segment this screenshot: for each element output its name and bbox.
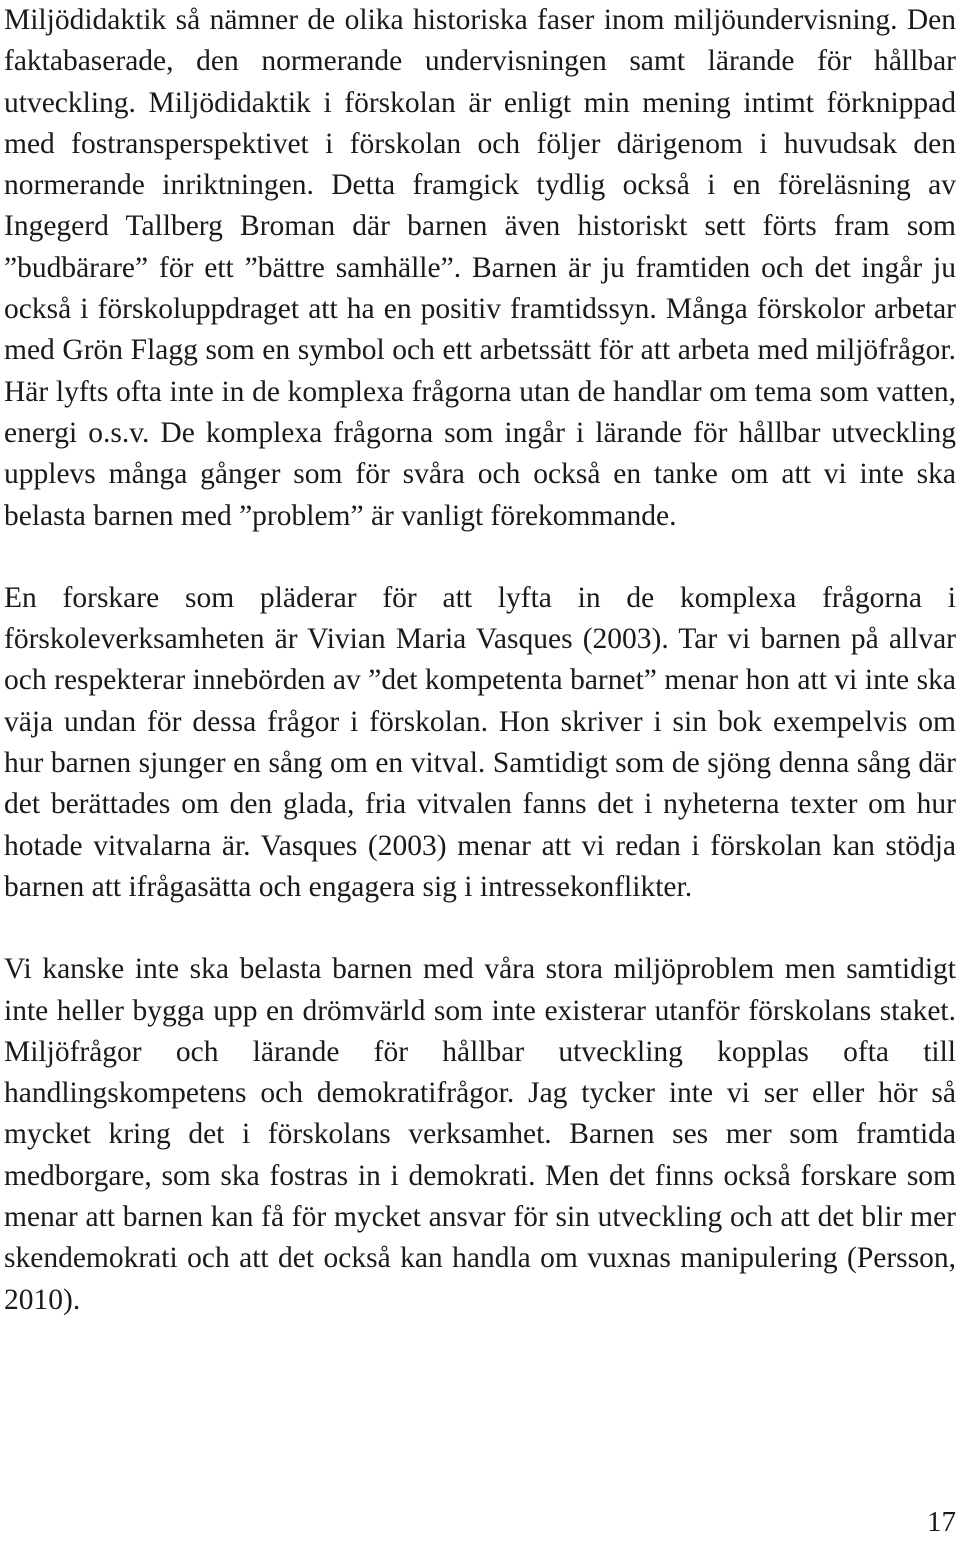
page-number: 17: [927, 1506, 956, 1538]
paragraph-3: Vi kanske inte ska belasta barnen med våra stora miljöproblem men samtidigt inte heller bygga upp en drömvärld som inte existerar utanför förskolans staket. Miljöfrågor och lärande för hållbar utveckling kopplas ofta till handlingskompetens och demokratifrågor. Jag tycker inte vi ser eller hör så mycket kring det i förskolans verksamhet. Barnen ses mer som framtida medborgare, som ska fostras in i demokrati. Men det finns också forskare som menar att barnen kan få för mycket ansvar för sin utveckling och att det blir mer skendemokrati och att det också kan handla om vuxnas manipulering (Persson, 2010).: [4, 953, 956, 1316]
paragraph-2: En forskare som pläderar för att lyfta in de komplexa frågorna i förskoleverksamheten är Vivian Maria Vasques (2003). Tar vi barnen på allvar och respekterar innebörden av ”det kompetenta barnet” menar hon att vi inte ska väja undan för dessa frågor i förskolan. Hon skriver i sin bok exempelvis om hur barnen sjunger en sång om en vitval. Samtidigt som de sjöng denna sång där det berättades om den glada, fria vitvalen fanns det i nyheterna texter om hur hotade vitvalarna är. Vasques (2003) menar att vi redan i förskolan kan stödja barnen att ifrågasätta och engagera sig i intressekonflikter.: [4, 581, 956, 903]
document-page: [4, 0, 956, 1321]
paragraph-1: Miljödidaktik så nämner de olika historiska faser inom miljöundervisning. Den faktabaserade, den normerande undervisningen samt lärande för hållbar utveckling. Miljödidaktik i förskolan är enligt min mening intimt förknippad med fostransperspektivet i förskolan och följer därigenom i huvudsak den normerande inriktningen. Detta framgick tydlig också i en föreläsning av Ingegerd Tallberg Broman där barnen även historiskt sett förts fram som ”budbärare” för ett ”bättre samhälle”. Barnen är ju framtiden och det ingår ju också i förskoluppdraget att ha en positiv framtidssyn. Många förskolor arbetar med Grön Flagg som en symbol och ett arbetssätt för att arbeta med miljöfrågor. Här lyfts ofta inte in de komplexa frågorna utan de handlar om tema som vatten, energi o.s.v. De komplexa frågorna som ingår i lärande för hållbar utveckling upplevs många gånger som för svåra och också en tanke om att vi inte ska belasta barnen med ”problem” är vanligt förekommande.: [4, 4, 956, 532]
